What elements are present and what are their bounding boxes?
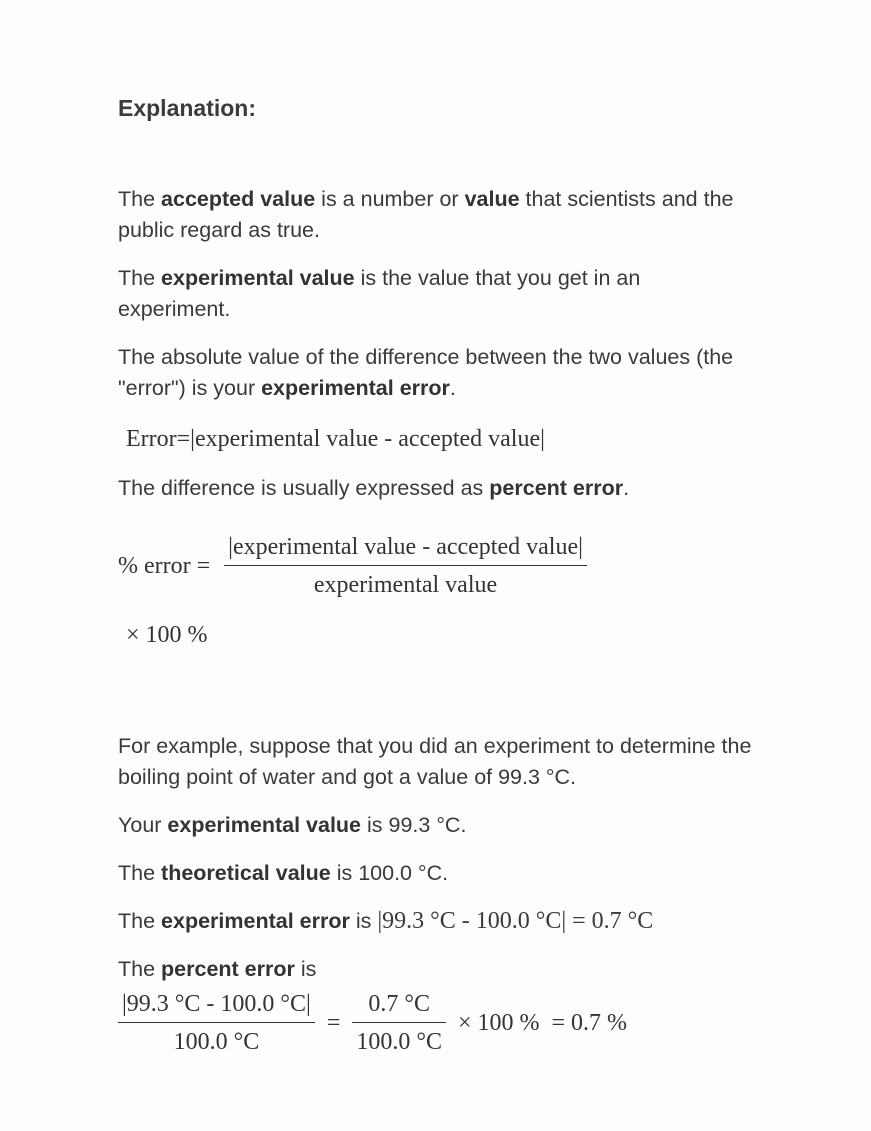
text: The [118, 957, 162, 981]
example-paragraph: For example, suppose that you did an experiment to determine the boiling point of water and got a value of 99.3 °C. [118, 734, 752, 789]
experimental-error-paragraph [118, 342, 758, 404]
equals-sign: = [326, 1009, 341, 1036]
text: is a number or [315, 187, 465, 211]
bold-term: percent error [161, 957, 295, 981]
bold-term: experimental value [167, 813, 362, 837]
fraction-numerator: |99.3 °C - 100.0 °C| [118, 989, 315, 1023]
example-percent-error-formula [118, 989, 758, 1057]
final-result: × 100 % = 0.7 % [457, 1009, 628, 1036]
fraction-numerator: |experimental value - accepted value| [224, 532, 587, 566]
example-error-formula: |99.3 °C - 100.0 °C| = 0.7 °C [377, 908, 654, 934]
bold-term: value [464, 187, 520, 211]
text: The difference is usually expressed as [118, 476, 490, 500]
percent-error-label: % error = [118, 552, 211, 579]
example-fraction-2 [352, 989, 446, 1057]
fraction-denominator: 100.0 °C [173, 1029, 260, 1055]
bold-term: experimental error [161, 909, 350, 933]
example-error-paragraph [118, 906, 758, 937]
text: Your [118, 813, 168, 837]
text: The [118, 909, 162, 933]
bold-term: theoretical value [161, 861, 331, 885]
text: is 99.3 °C. [361, 813, 467, 837]
your-experimental-value-paragraph [118, 810, 758, 841]
text: is 100.0 °C. [330, 861, 449, 885]
experimental-value-paragraph [118, 263, 758, 325]
fraction-denominator: 100.0 °C [356, 1029, 442, 1055]
text: . [623, 476, 630, 500]
example-percent-error-paragraph [118, 954, 758, 985]
bold-term: experimental error [261, 376, 450, 400]
text: The [118, 861, 162, 885]
explanation-heading: Explanation: [118, 95, 257, 121]
text: The [118, 187, 162, 211]
text: . [449, 376, 456, 400]
bold-term: percent error [489, 476, 624, 500]
percent-error-formula [118, 521, 758, 611]
text: is [349, 909, 378, 933]
text: The [118, 266, 162, 290]
accepted-value-paragraph [118, 184, 758, 246]
text: The absolute value of the difference between the two values (the "error") is your [118, 345, 734, 400]
percent-error-paragraph [118, 473, 758, 504]
bold-term: experimental value [161, 266, 355, 290]
error-formula: Error=|experimental value - accepted value| [126, 426, 545, 452]
percent-error-fraction [224, 532, 587, 600]
explanation-content [118, 88, 758, 1057]
example-fraction-1 [118, 989, 315, 1057]
text: is [294, 957, 317, 981]
theoretical-value-paragraph [118, 858, 758, 889]
times-hundred-percent: × 100 % [126, 622, 208, 648]
fraction-denominator: experimental value [313, 572, 498, 598]
fraction-numerator: 0.7 °C [352, 989, 446, 1023]
text: that scientists and the public regard as true. [118, 187, 734, 242]
text: is the value that you get in an experiment. [118, 266, 641, 321]
bold-term: accepted value [161, 187, 316, 211]
